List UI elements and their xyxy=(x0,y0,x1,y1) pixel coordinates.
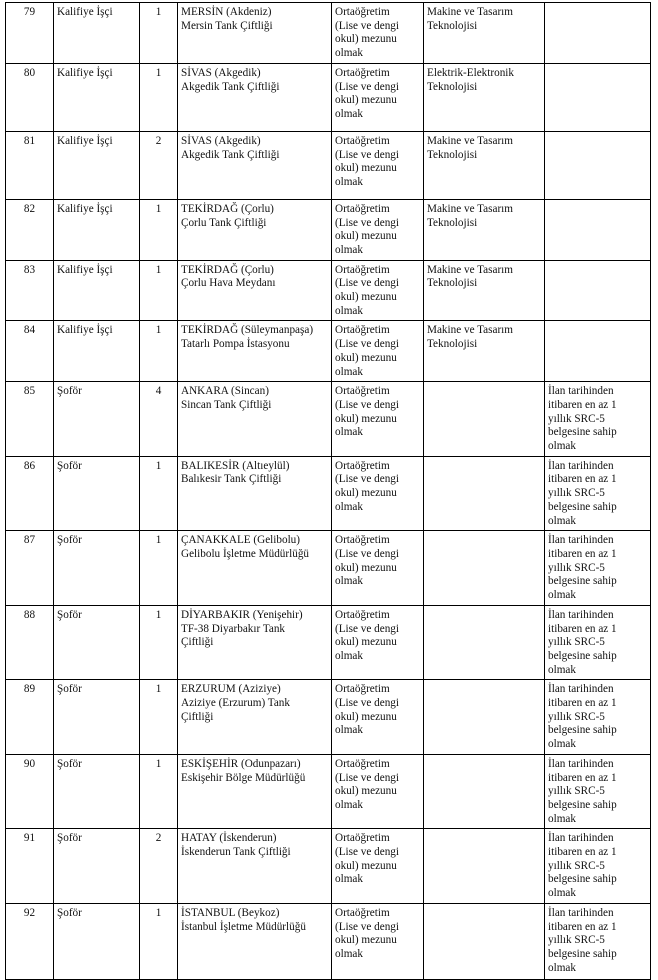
additional-requirement: İlan tarihinden itibaren en az 1 yıllık SRC-5 belgesine sahip olmak xyxy=(545,903,651,979)
education-requirement: Ortaöğretim (Lise ve dengi okul) mezunu olmak xyxy=(332,605,424,680)
row-number: 87 xyxy=(6,531,54,606)
position-title: Şoför xyxy=(54,531,140,606)
table-row xyxy=(6,260,651,321)
position-count: 1 xyxy=(140,456,178,531)
position-title: Şoför xyxy=(54,680,140,755)
department: Makine ve Tasarım Teknolojisi xyxy=(424,260,545,321)
position-count: 1 xyxy=(140,903,178,979)
additional-requirement: İlan tarihinden itibaren en az 1 yıllık SRC-5 belgesine sahip olmak xyxy=(545,829,651,904)
department xyxy=(424,531,545,606)
location: ÇANAKKALE (Gelibolu) Gelibolu İşletme Müdürlüğü xyxy=(178,531,332,606)
table-row xyxy=(6,605,651,680)
additional-requirement xyxy=(545,260,651,321)
position-title: Şoför xyxy=(54,754,140,829)
additional-requirement xyxy=(545,199,651,260)
education-requirement: Ortaöğretim (Lise ve dengi okul) mezunu olmak xyxy=(332,754,424,829)
position-count: 1 xyxy=(140,3,178,64)
education-requirement: Ortaöğretim (Lise ve dengi okul) mezunu olmak xyxy=(332,63,424,131)
location: ERZURUM (Aziziye) Aziziye (Erzurum) Tank Çiftliği xyxy=(178,680,332,755)
department: Makine ve Tasarım Teknolojisi xyxy=(424,3,545,64)
position-count: 2 xyxy=(140,131,178,199)
location: TEKİRDAĞ (Çorlu) Çorlu Hava Meydanı xyxy=(178,260,332,321)
education-requirement: Ortaöğretim (Lise ve dengi okul) mezunu olmak xyxy=(332,531,424,606)
position-title: Kalifiye İşçi xyxy=(54,63,140,131)
position-title: Şoför xyxy=(54,829,140,904)
department xyxy=(424,680,545,755)
additional-requirement: İlan tarihinden itibaren en az 1 yıllık SRC-5 belgesine sahip olmak xyxy=(545,382,651,457)
row-number: 80 xyxy=(6,63,54,131)
table-row xyxy=(6,199,651,260)
department xyxy=(424,829,545,904)
department xyxy=(424,605,545,680)
position-count: 1 xyxy=(140,680,178,755)
position-title: Kalifiye İşçi xyxy=(54,321,140,382)
table-row xyxy=(6,829,651,904)
row-number: 81 xyxy=(6,131,54,199)
position-title: Şoför xyxy=(54,382,140,457)
department xyxy=(424,754,545,829)
row-number: 79 xyxy=(6,3,54,64)
location: BALIKESİR (Altıeylül) Balıkesir Tank Çiftliği xyxy=(178,456,332,531)
additional-requirement: İlan tarihinden itibaren en az 1 yıllık SRC-5 belgesine sahip olmak xyxy=(545,605,651,680)
position-count: 1 xyxy=(140,63,178,131)
department: Elektrik-Elektronik Teknolojisi xyxy=(424,63,545,131)
location: DİYARBAKIR (Yenişehir) TF-38 Diyarbakır Tank Çiftliği xyxy=(178,605,332,680)
education-requirement: Ortaöğretim (Lise ve dengi okul) mezunu olmak xyxy=(332,199,424,260)
row-number: 85 xyxy=(6,382,54,457)
row-number: 91 xyxy=(6,829,54,904)
position-title: Kalifiye İşçi xyxy=(54,260,140,321)
position-count: 1 xyxy=(140,199,178,260)
location: SİVAS (Akgedik) Akgedik Tank Çiftliği xyxy=(178,63,332,131)
position-title: Kalifiye İşçi xyxy=(54,131,140,199)
location: TEKİRDAĞ (Çorlu) Çorlu Tank Çiftliği xyxy=(178,199,332,260)
education-requirement: Ortaöğretim (Lise ve dengi okul) mezunu olmak xyxy=(332,829,424,904)
table-row xyxy=(6,382,651,457)
additional-requirement: İlan tarihinden itibaren en az 1 yıllık SRC-5 belgesine sahip olmak xyxy=(545,754,651,829)
additional-requirement xyxy=(545,63,651,131)
table-row xyxy=(6,531,651,606)
row-number: 84 xyxy=(6,321,54,382)
position-title: Kalifiye İşçi xyxy=(54,199,140,260)
row-number: 92 xyxy=(6,903,54,979)
position-count: 1 xyxy=(140,531,178,606)
table-row xyxy=(6,456,651,531)
position-title: Şoför xyxy=(54,456,140,531)
education-requirement: Ortaöğretim (Lise ve dengi okul) mezunu olmak xyxy=(332,680,424,755)
position-count: 4 xyxy=(140,382,178,457)
department xyxy=(424,382,545,457)
education-requirement: Ortaöğretim (Lise ve dengi okul) mezunu olmak xyxy=(332,260,424,321)
additional-requirement xyxy=(545,131,651,199)
department xyxy=(424,456,545,531)
row-number: 86 xyxy=(6,456,54,531)
location: İSTANBUL (Beykoz) İstanbul İşletme Müdürlüğü xyxy=(178,903,332,979)
position-count: 2 xyxy=(140,829,178,904)
education-requirement: Ortaöğretim (Lise ve dengi okul) mezunu olmak xyxy=(332,321,424,382)
table-row xyxy=(6,903,651,979)
position-count: 1 xyxy=(140,605,178,680)
location: ANKARA (Sincan) Sincan Tank Çiftliği xyxy=(178,382,332,457)
table-row xyxy=(6,3,651,64)
education-requirement: Ortaöğretim (Lise ve dengi okul) mezunu olmak xyxy=(332,3,424,64)
position-title: Şoför xyxy=(54,605,140,680)
department: Makine ve Tasarım Teknolojisi xyxy=(424,199,545,260)
location: ESKİŞEHİR (Odunpazarı) Eskişehir Bölge Müdürlüğü xyxy=(178,754,332,829)
additional-requirement: İlan tarihinden itibaren en az 1 yıllık SRC-5 belgesine sahip olmak xyxy=(545,456,651,531)
table-row xyxy=(6,754,651,829)
job-listing-table xyxy=(5,2,651,980)
additional-requirement: İlan tarihinden itibaren en az 1 yıllık SRC-5 belgesine sahip olmak xyxy=(545,680,651,755)
table-row xyxy=(6,321,651,382)
additional-requirement: İlan tarihinden itibaren en az 1 yıllık SRC-5 belgesine sahip olmak xyxy=(545,531,651,606)
table-row xyxy=(6,131,651,199)
department: Makine ve Tasarım Teknolojisi xyxy=(424,131,545,199)
education-requirement: Ortaöğretim (Lise ve dengi okul) mezunu olmak xyxy=(332,903,424,979)
row-number: 83 xyxy=(6,260,54,321)
table-row xyxy=(6,680,651,755)
position-title: Kalifiye İşçi xyxy=(54,3,140,64)
additional-requirement xyxy=(545,321,651,382)
location: MERSİN (Akdeniz) Mersin Tank Çiftliği xyxy=(178,3,332,64)
location: TEKİRDAĞ (Süleymanpaşa) Tatarlı Pompa İstasyonu xyxy=(178,321,332,382)
position-count: 1 xyxy=(140,321,178,382)
department: Makine ve Tasarım Teknolojisi xyxy=(424,321,545,382)
additional-requirement xyxy=(545,3,651,64)
row-number: 88 xyxy=(6,605,54,680)
location: HATAY (İskenderun) İskenderun Tank Çiftliği xyxy=(178,829,332,904)
position-title: Şoför xyxy=(54,903,140,979)
education-requirement: Ortaöğretim (Lise ve dengi okul) mezunu olmak xyxy=(332,131,424,199)
location: SİVAS (Akgedik) Akgedik Tank Çiftliği xyxy=(178,131,332,199)
row-number: 82 xyxy=(6,199,54,260)
row-number: 89 xyxy=(6,680,54,755)
education-requirement: Ortaöğretim (Lise ve dengi okul) mezunu olmak xyxy=(332,456,424,531)
position-count: 1 xyxy=(140,260,178,321)
row-number: 90 xyxy=(6,754,54,829)
table-row xyxy=(6,63,651,131)
education-requirement: Ortaöğretim (Lise ve dengi okul) mezunu olmak xyxy=(332,382,424,457)
position-count: 1 xyxy=(140,754,178,829)
department xyxy=(424,903,545,979)
